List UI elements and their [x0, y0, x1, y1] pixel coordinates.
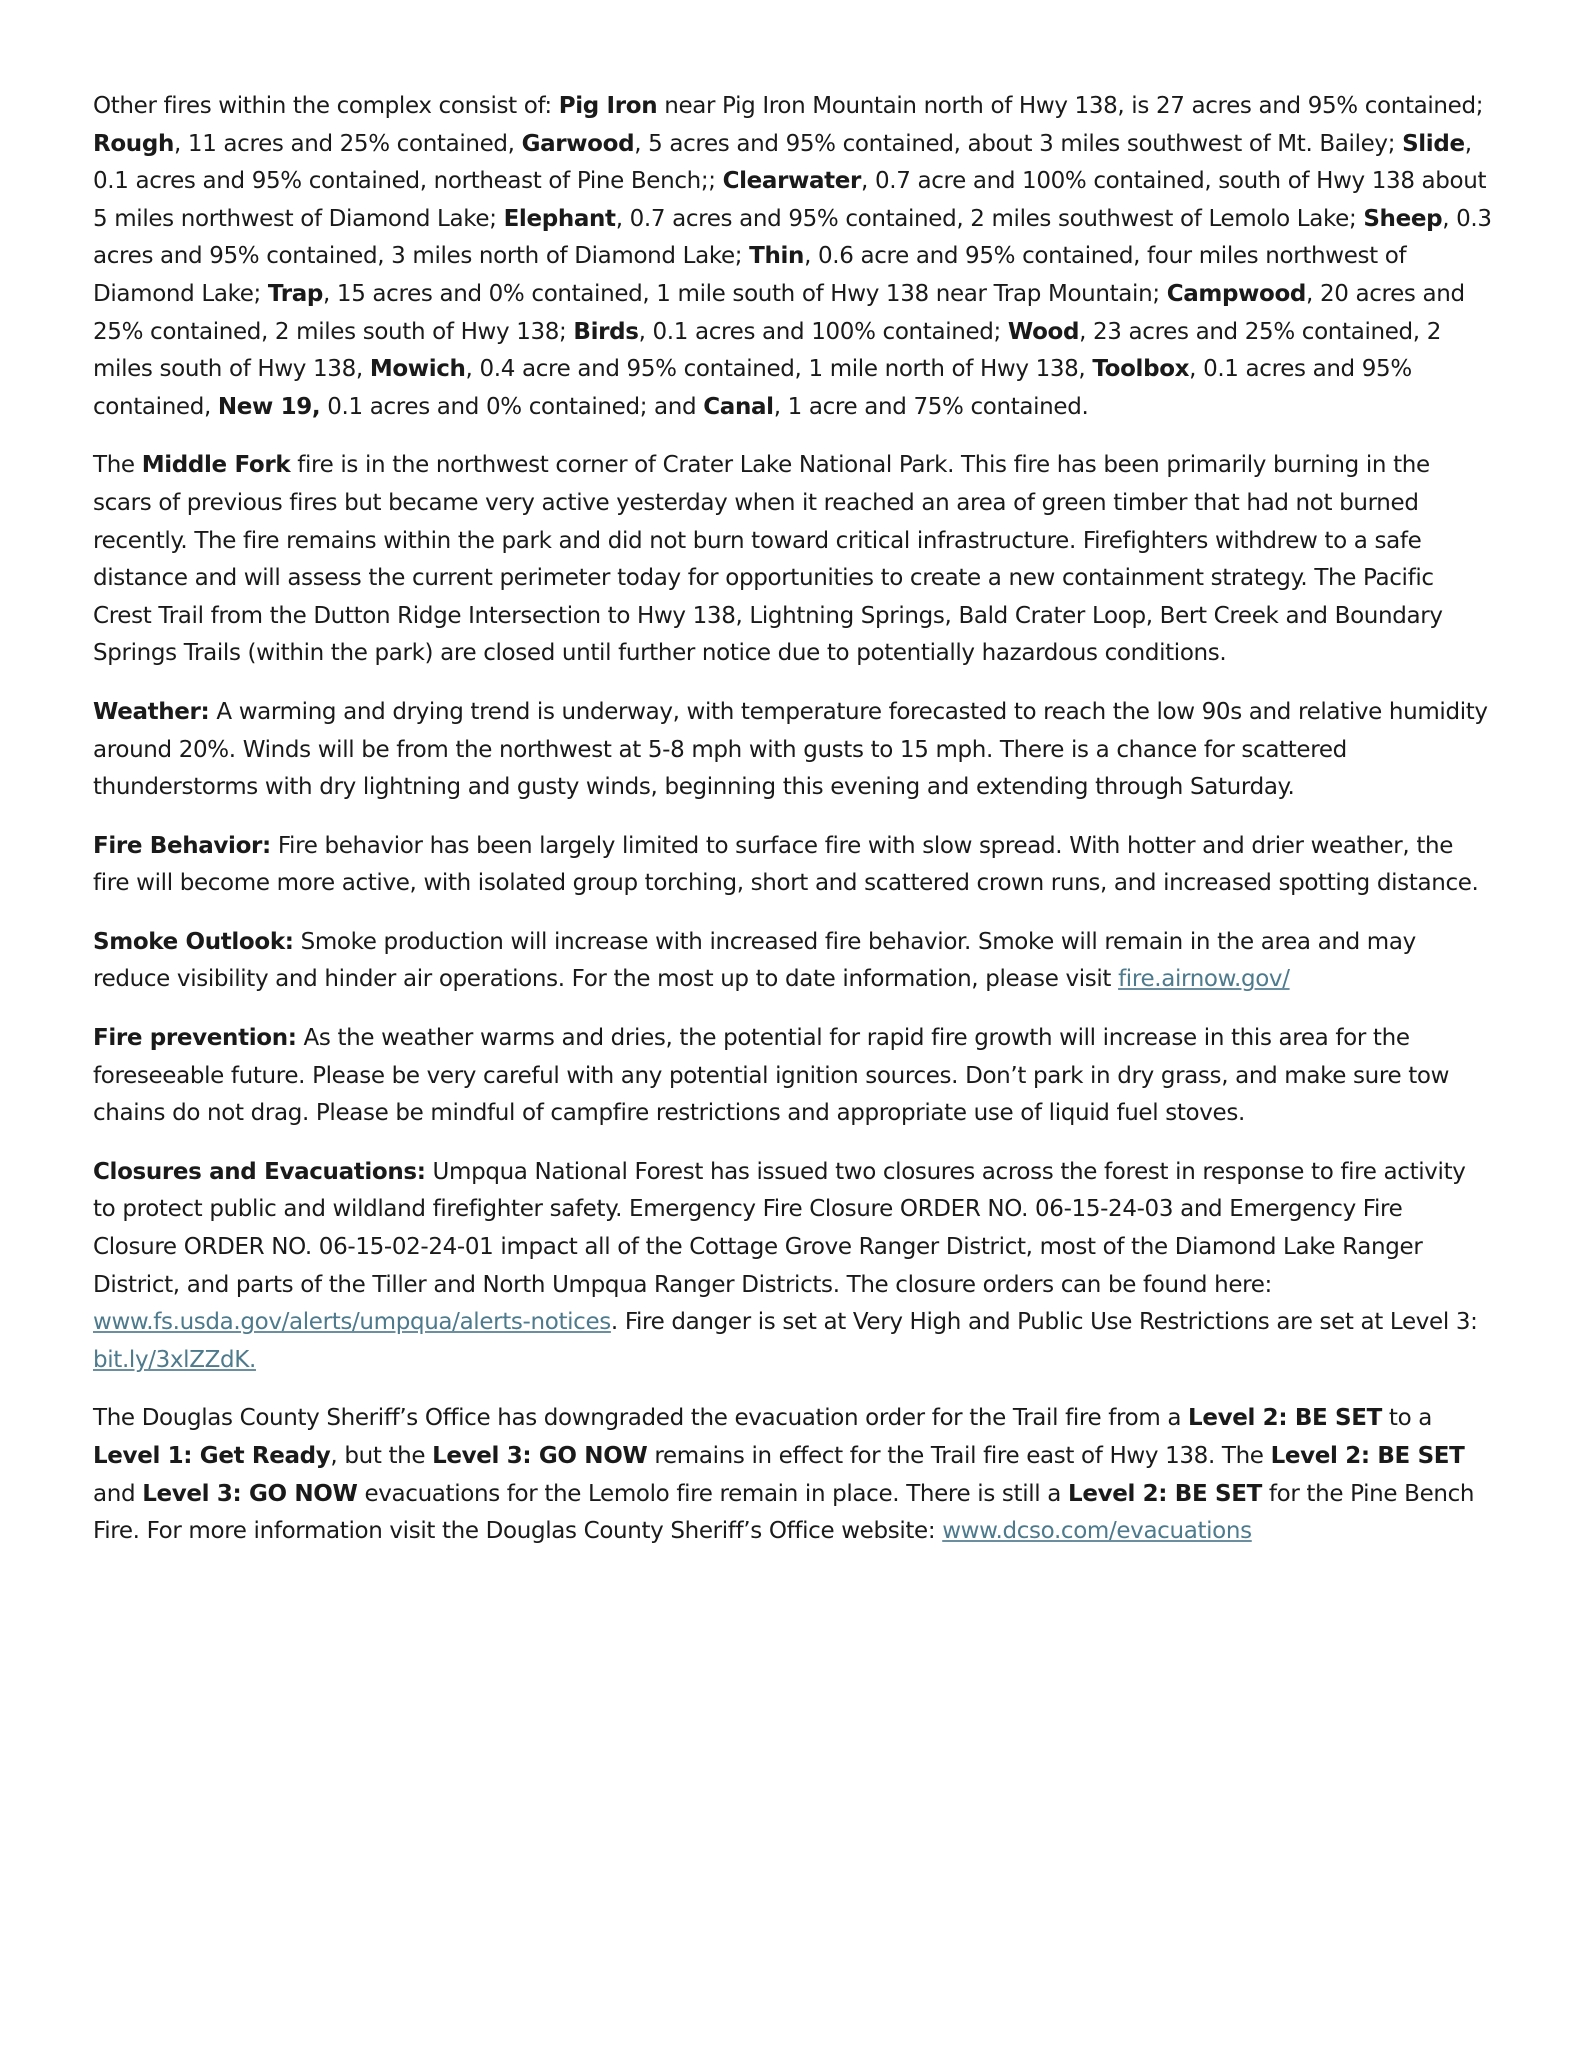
text-run: , 0.1 acres and 95% contained, [93, 356, 1412, 420]
bold-term: Fire prevention: [93, 1025, 297, 1052]
bold-term: Trap [267, 280, 323, 307]
usda-alerts-link[interactable]: www.fs.usda.gov/alerts/umpqua/alerts-notices [93, 1309, 611, 1336]
fire-prevention-paragraph [93, 1020, 1493, 1133]
text-run: , 5 acres and 95% contained, about 3 miles southwest of Mt. Bailey; [634, 130, 1403, 157]
text-run: evacuations for the Lemolo fire remain in place. There is still a [357, 1480, 1069, 1507]
airnow-link[interactable]: fire.airnow.gov/ [1118, 966, 1290, 993]
text-run: and [93, 1480, 143, 1507]
bold-term: Level 3: GO NOW [432, 1443, 648, 1469]
bold-term: Level 2: BE SET [1188, 1405, 1382, 1432]
text-run: Umpqua National Forest has issued two closures across the forest in response to fire activity to protect public and wildland firefighter safety. Emergency Fire Closure ORDER NO. 06-15-24-03 and Emergency Fire Closure ORDER NO. 06-15-02-24-01 impact all of the Cottage Grove Ranger District, most of the Diamond Lake Ranger District, and parts of the Tiller and North Umpqua Ranger Districts. The closure orders can be found here: [93, 1158, 1466, 1298]
text-run: Smoke production will increase with increased fire behavior. Smoke will remain in the area and may reduce visibility and hinder air operations. For the most up to date information, please visit [93, 928, 1416, 993]
smoke-outlook-paragraph [93, 924, 1493, 999]
text-run: remains in effect for the Trail fire east of Hwy 138. The [647, 1443, 1271, 1469]
text-run: , 0.4 acre and 95% contained, 1 mile north of Hwy 138, [465, 356, 1093, 383]
bold-term: Closures and Evacuations: [93, 1158, 426, 1185]
restrictions-link[interactable]: bit.ly/3xlZZdK. [93, 1346, 256, 1373]
dcso-evacuations-link[interactable]: www.dcso.com/evacuations [942, 1518, 1252, 1545]
text-run: . Fire danger is set at Very High and Public Use Restrictions are set at Level 3: [610, 1309, 1478, 1336]
closures-paragraph [93, 1154, 1493, 1380]
text-run: , 23 acres and 25% contained, 2 miles south of Hwy 138, [93, 318, 1441, 383]
fire-behavior-paragraph [93, 828, 1493, 903]
bold-term: Level 1: Get Ready [93, 1443, 331, 1469]
text-run: The [93, 452, 142, 479]
bold-term: Toolbox [1092, 356, 1190, 383]
text-run: fire is in the northwest corner of Crater Lake National Park. This fire has been primarily burning in the scars of previous fires but became very active yesterday when it reached an area of green timber that had not burned recently. The fire remains within the park and did not burn toward critical infrastructure. Firefighters withdrew to a safe distance and will assess the current perimeter today for opportunities to create a new containment strategy. The Pacific Crest Trail from the Dutton Ridge Intersection to Hwy 138, Lightning Springs, Bald Crater Loop, Bert Creek and Boundary Springs Trails (within the park) are closed until further notice due to potentially hazardous conditions. [93, 452, 1443, 667]
text-run: , 0.1 acres and 100% contained; [638, 318, 1008, 345]
document-page [93, 88, 1493, 1572]
text-run: A warming and drying trend is underway, with temperature forecasted to reach the low 90s and relative humidity around 20%. Winds will be from the northwest at 5-8 mph with gusts to 15 mph. There is a chance for scattered thunderstorms with dry lightning and gusty winds, beginning this evening and extending through Saturday. [93, 698, 1488, 801]
text-run: , 1 acre and 75% contained. [773, 393, 1089, 420]
text-run: , 11 acres and 25% contained, [173, 130, 522, 157]
evacuation-paragraph [93, 1400, 1493, 1550]
bold-term: Level 2: BE SET [1068, 1480, 1262, 1507]
bold-term: Thin [749, 243, 805, 270]
text-run: near Pig Iron Mountain north of Hwy 138, is 27 acres and 95% contained; [657, 93, 1484, 119]
bold-term: Mowich [369, 356, 466, 383]
text-run: , 0.7 acre and 100% contained, south of Hwy 138 about 5 miles northwest of Diamond Lake; [93, 168, 1487, 232]
bold-term: Pig Iron [558, 93, 658, 119]
text-run: , 0.1 acres and 95% contained, northeast of Pine Bench;; [93, 130, 1472, 195]
bold-term: Level 2: BE SET [1270, 1443, 1465, 1469]
text-run: , 0.6 acre and 95% contained, four miles northwest of Diamond Lake; [93, 243, 1407, 307]
bold-term: Weather: [93, 698, 210, 725]
bold-term: Rough [93, 130, 174, 157]
bold-term: Birds [573, 318, 639, 345]
text-run: , 20 acres and 25% contained, 2 miles south of Hwy 138; [93, 280, 1465, 345]
text-run: to a [1381, 1405, 1433, 1432]
text-run: , 0.7 acres and 95% contained, 2 miles southwest of Lemolo Lake; [615, 205, 1364, 232]
bold-term: Smoke Outlook: [93, 928, 294, 955]
bold-term: Level 3: GO NOW [142, 1480, 358, 1507]
text-run: , 0.3 acres and 95% contained, 3 miles north of Diamond Lake; [93, 205, 1492, 270]
text-run: The Douglas County Sheriff’s Office has downgraded the evacuation order for the Trail fire from a [93, 1405, 1189, 1432]
middle-fork-paragraph [93, 447, 1493, 673]
text-run: Other fires within the complex consist of: [93, 93, 559, 119]
bold-term: Garwood [521, 130, 635, 157]
text-run: Fire behavior has been largely limited to surface fire with slow spread. With hotter and drier weather, the fire will become more active, with isolated group torching, short and scattered crown runs, and increased spotting distance. [93, 832, 1479, 897]
bold-term: Sheep [1363, 205, 1443, 232]
text-run: As the weather warms and dries, the potential for rapid fire growth will increase in this area for the foreseeable future. Please be very careful with any potential ignition sources. Don’t park in dry grass, and make sure tow chains do not drag. Please be mindful of campfire restrictions and appropriate use of liquid fuel stoves. [93, 1025, 1450, 1127]
bold-term: Canal [703, 393, 774, 420]
bold-term: Elephant [503, 205, 616, 232]
text-run: , but the [330, 1443, 433, 1469]
text-run: 0.1 acres and 0% contained; and [320, 393, 704, 420]
bold-term: New 19, [217, 393, 321, 420]
bold-term: Fire Behavior: [93, 832, 271, 859]
bold-term: Wood [1007, 318, 1080, 345]
bold-term: Clearwater [722, 168, 862, 195]
other-fires-paragraph [93, 88, 1493, 426]
text-run: for the Pine Bench Fire. For more information visit the Douglas County Sheriff’s Office website: [93, 1480, 1475, 1545]
bold-term: Slide [1402, 130, 1465, 157]
weather-paragraph [93, 694, 1493, 807]
bold-term: Middle Fork [141, 452, 291, 479]
bold-term: Campwood [1166, 280, 1307, 307]
text-run: , 15 acres and 0% contained, 1 mile south of Hwy 138 near Trap Mountain; [322, 280, 1167, 307]
